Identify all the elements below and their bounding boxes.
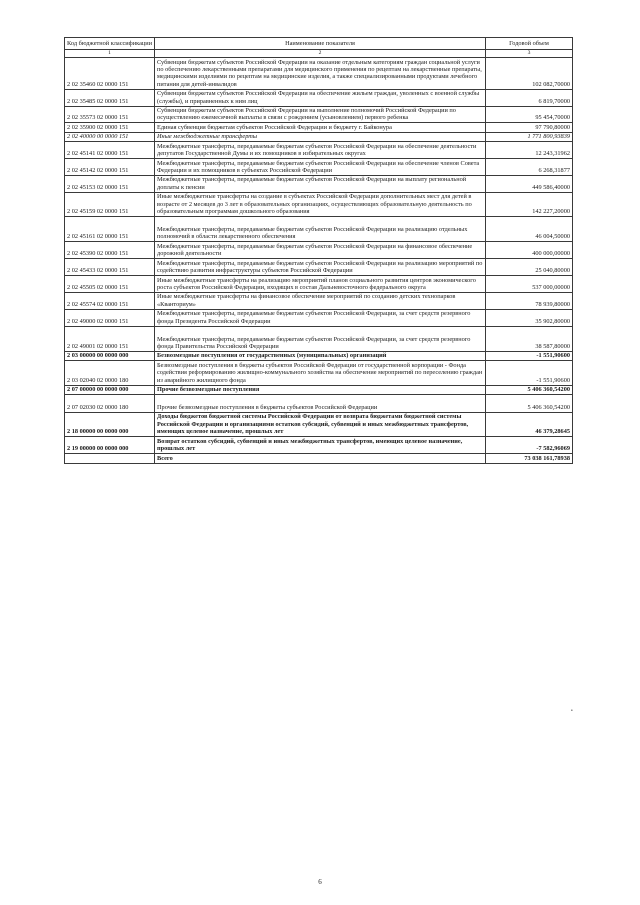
table-row (65, 412, 573, 436)
code-cell: 2 07 02030 02 0000 180 (65, 395, 155, 413)
table-row (65, 292, 573, 309)
name-cell: Доходы бюджетов бюджетной системы Российской Федерации от возврата бюджетами бюджетной системы Российской Федерации и организациями остатков субсидий, субвенций и иных межбюджетных трансфертов, имеющих целевое назначение, прошлых лет (155, 412, 486, 436)
code-cell: 2 02 35460 02 0000 151 (65, 58, 155, 90)
value-cell: 46 004,50000 (486, 217, 573, 242)
table-row (65, 395, 573, 413)
value-cell: 6 819,70000 (486, 89, 573, 106)
value-cell: -7 582,96069 (486, 437, 573, 454)
table-row (65, 192, 573, 216)
name-cell: Межбюджетные трансферты, передаваемые бюджетам субъектов Российской Федерации, за счет средств резервного фонда Правительства Российской Федерации (155, 326, 486, 351)
table-row (65, 259, 573, 276)
value-cell: 449 586,40000 (486, 175, 573, 192)
column-number-3: 3 (486, 50, 573, 58)
code-cell (65, 454, 155, 463)
name-cell: Межбюджетные трансферты, передаваемые бюджетам субъектов Российской Федерации на реализацию отдельных полномочий в области лекарственного обеспечения (155, 217, 486, 242)
code-cell: 2 02 45433 02 0000 151 (65, 259, 155, 276)
value-cell: 35 902,80000 (486, 309, 573, 326)
value-cell: 78 939,80000 (486, 292, 573, 309)
name-cell: Всего (155, 454, 486, 463)
code-cell: 2 03 00000 00 0000 000 (65, 351, 155, 360)
code-cell: 2 02 40000 00 0000 151 (65, 132, 155, 141)
table-row (65, 142, 573, 159)
code-cell: 2 02 45141 02 0000 151 (65, 142, 155, 159)
code-cell: 2 18 00000 00 0000 000 (65, 412, 155, 436)
table-row (65, 89, 573, 106)
value-cell: -1 551,90600 (486, 351, 573, 360)
table-row (65, 326, 573, 351)
column-number-2: 2 (155, 50, 486, 58)
code-cell: 2 02 45159 02 0000 151 (65, 192, 155, 216)
code-cell: 2 03 02040 02 0000 180 (65, 361, 155, 385)
table-row (65, 309, 573, 326)
name-cell: Иные межбюджетные трансферты (155, 132, 486, 141)
header-annual-volume: Годовой объем (486, 38, 573, 50)
value-cell: 400 000,00000 (486, 242, 573, 259)
value-cell: 95 454,70000 (486, 106, 573, 123)
table-body (65, 58, 573, 463)
value-cell: 25 040,80000 (486, 259, 573, 276)
table-header-row (65, 38, 573, 50)
table-row (65, 132, 573, 141)
name-cell: Иные межбюджетные трансферты на финансовое обеспечение мероприятий по созданию детских технопарков «Кванториум» (155, 292, 486, 309)
name-cell: Субвенции бюджетам субъектов Российской Федерации на обеспечение жильем граждан, уволенных с военной службы (службы), и приравненных к ним лиц (155, 89, 486, 106)
table-row (65, 361, 573, 385)
code-cell: 2 02 35573 02 0000 151 (65, 106, 155, 123)
table-row (65, 123, 573, 132)
value-cell: 73 038 161,78938 (486, 454, 573, 463)
value-cell: -1 551,90600 (486, 361, 573, 385)
value-cell: 46 379,28645 (486, 412, 573, 436)
code-cell: 2 19 00000 00 0000 000 (65, 437, 155, 454)
name-cell: Возврат остатков субсидий, субвенций и иных межбюджетных трансфертов, имеющих целевое назначение, прошлых лет (155, 437, 486, 454)
table-row (65, 437, 573, 454)
name-cell: Межбюджетные трансферты, передаваемые бюджетам субъектов Российской Федерации на реализацию мероприятий по содействию развития инфраструктуры субъектов Российской Федерации (155, 259, 486, 276)
corner-mark: • (571, 709, 573, 714)
value-cell: 38 587,80000 (486, 326, 573, 351)
budget-revenue-table (64, 37, 573, 464)
table-row (65, 58, 573, 90)
code-cell: 2 02 35485 02 0000 151 (65, 89, 155, 106)
code-cell: 2 02 45390 02 0000 151 (65, 242, 155, 259)
name-cell: Иные межбюджетные трансферты на создание в субъектах Российской Федерации дополнительных мест для детей в возрасте от 2 месяцев до 3 лет в образовательных организациях, осуществляющих образовательную деятельность по образовательным программам дошкольного образования (155, 192, 486, 216)
page-number: 6 (318, 878, 322, 886)
value-cell: 1 771 800,93839 (486, 132, 573, 141)
code-cell: 2 02 49001 02 0000 151 (65, 326, 155, 351)
table-row (65, 385, 573, 394)
header-name: Наименование показателя (155, 38, 486, 50)
name-cell: Субвенции бюджетам субъектов Российской Федерации на оказание отдельным категориям граждан социальной услуги по обеспечению лекарственными препаратами для медицинского применения по рецептам на лекарственные препараты, медицинскими изделиями по рецептам на медицинские изделия, а также специализированными продуктами лечебного питания для детей-инвалидов (155, 58, 486, 90)
name-cell: Межбюджетные трансферты, передаваемые бюджетам субъектов Российской Федерации на обеспечение членов Совета Федерации и их помощников в субъектах Российской Федерации (155, 159, 486, 176)
name-cell: Межбюджетные трансферты, передаваемые бюджетам субъектов Российской Федерации, за счет средств резервного фонда Президента Российской Федерации (155, 309, 486, 326)
name-cell: Межбюджетные трансферты, передаваемые бюджетам субъектов Российской Федерации на финансовое обеспечение дорожной деятельности (155, 242, 486, 259)
table-row (65, 276, 573, 293)
value-cell: 5 406 360,54200 (486, 385, 573, 394)
value-cell: 537 000,00000 (486, 276, 573, 293)
table-row (65, 217, 573, 242)
code-cell: 2 02 45153 02 0000 151 (65, 175, 155, 192)
value-cell: 5 406 360,54200 (486, 395, 573, 413)
code-cell: 2 02 45161 02 0000 151 (65, 217, 155, 242)
name-cell: Безвозмездные поступления от государственных (муниципальных) организаций (155, 351, 486, 360)
value-cell: 12 243,31962 (486, 142, 573, 159)
name-cell: Межбюджетные трансферты, передаваемые бюджетам субъектов Российской Федерации на обеспечение деятельности депутатов Государственной Думы и их помощников в избирательных округах (155, 142, 486, 159)
table-row (65, 159, 573, 176)
column-number-1: 1 (65, 50, 155, 58)
table-row (65, 454, 573, 463)
code-cell: 2 02 45505 02 0000 151 (65, 276, 155, 293)
code-cell: 2 02 45142 02 0000 151 (65, 159, 155, 176)
name-cell: Единая субвенция бюджетам субъектов Российской Федерации и бюджету г. Байконура (155, 123, 486, 132)
name-cell: Иные межбюджетные трансферты на реализацию мероприятий планов социального развития центров экономического роста субъектов Российской Федерации, входящих в состав Дальневосточного федерального округа (155, 276, 486, 293)
header-code: Код бюджетной классификации (65, 38, 155, 50)
value-cell: 6 268,31877 (486, 159, 573, 176)
name-cell: Прочие безвозмездные поступления в бюджеты субъектов Российской Федерации (155, 395, 486, 413)
value-cell: 102 082,70000 (486, 58, 573, 90)
value-cell: 142 227,20000 (486, 192, 573, 216)
table-row (65, 242, 573, 259)
name-cell: Безвозмездные поступления в бюджеты субъектов Российской Федерации от государственной корпорации - Фонда содействия реформированию жилищно-коммунального хозяйства на обеспечение мероприятий по переселению граждан из аварийного жилищного фонда (155, 361, 486, 385)
name-cell: Субвенции бюджетам субъектов Российской Федерации на выполнение полномочий Российской Федерации по осуществлению ежемесячной выплаты в связи с рождением (усыновлением) первого ребенка (155, 106, 486, 123)
code-cell: 2 02 49000 02 0000 151 (65, 309, 155, 326)
column-number-row (65, 50, 573, 58)
code-cell: 2 07 00000 00 0000 000 (65, 385, 155, 394)
name-cell: Межбюджетные трансферты, передаваемые бюджетам субъектов Российской Федерации на выплату региональной доплаты к пенсии (155, 175, 486, 192)
table-row (65, 175, 573, 192)
code-cell: 2 02 35900 02 0000 151 (65, 123, 155, 132)
table-row (65, 351, 573, 360)
table-row (65, 106, 573, 123)
code-cell: 2 02 45574 02 0000 151 (65, 292, 155, 309)
value-cell: 97 790,80000 (486, 123, 573, 132)
name-cell: Прочие безвозмездные поступления (155, 385, 486, 394)
